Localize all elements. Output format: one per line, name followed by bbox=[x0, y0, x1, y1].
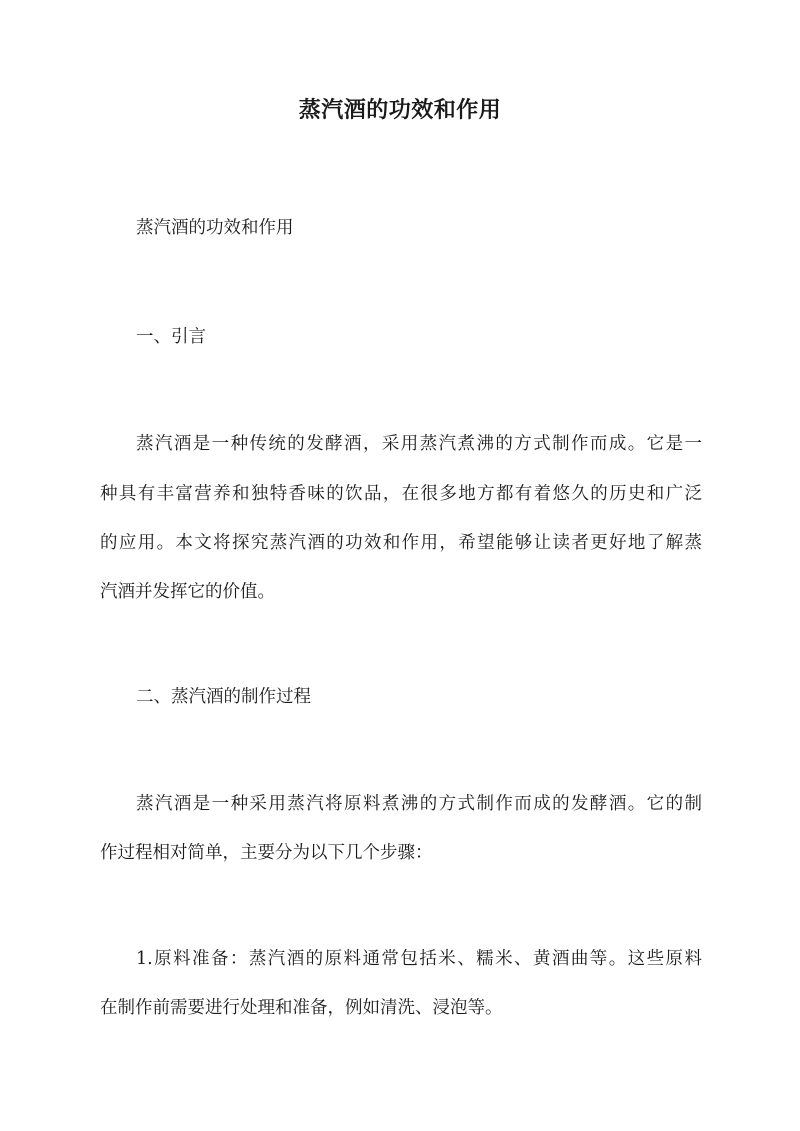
list-item-line: 1.原料准备：蒸汽酒的原料通常包括米、糯米、黄酒曲等。这些原料 bbox=[136, 949, 702, 969]
paragraph-line: 蒸汽酒是一种传统的发酵酒，采用蒸汽煮沸的方式制作而成。它是一 bbox=[136, 434, 702, 454]
paragraph-line: 的应用。本文将探究蒸汽酒的功效和作用，希望能够让读者更好地了解蒸 bbox=[100, 533, 702, 553]
paragraph-line: 蒸汽酒是一种采用蒸汽将原料煮沸的方式制作而成的发酵酒。它的制 bbox=[136, 794, 702, 814]
section-heading-production-process: 二、蒸汽酒的制作过程 bbox=[136, 687, 311, 707]
document-subtitle: 蒸汽酒的功效和作用 bbox=[136, 218, 294, 238]
paragraph-line: 汽酒并发挥它的价值。 bbox=[100, 582, 275, 602]
paragraph-line: 种具有丰富营养和独特香味的饮品，在很多地方都有着悠久的历史和广泛 bbox=[100, 484, 702, 504]
paragraph-line: 作过程相对简单，主要分为以下几个步骤： bbox=[100, 843, 433, 863]
list-item-line: 在制作前需要进行处理和准备，例如清洗、浸泡等。 bbox=[100, 998, 503, 1018]
document-title: 蒸汽酒的功效和作用 bbox=[298, 97, 502, 123]
section-heading-introduction: 一、引言 bbox=[136, 327, 206, 347]
